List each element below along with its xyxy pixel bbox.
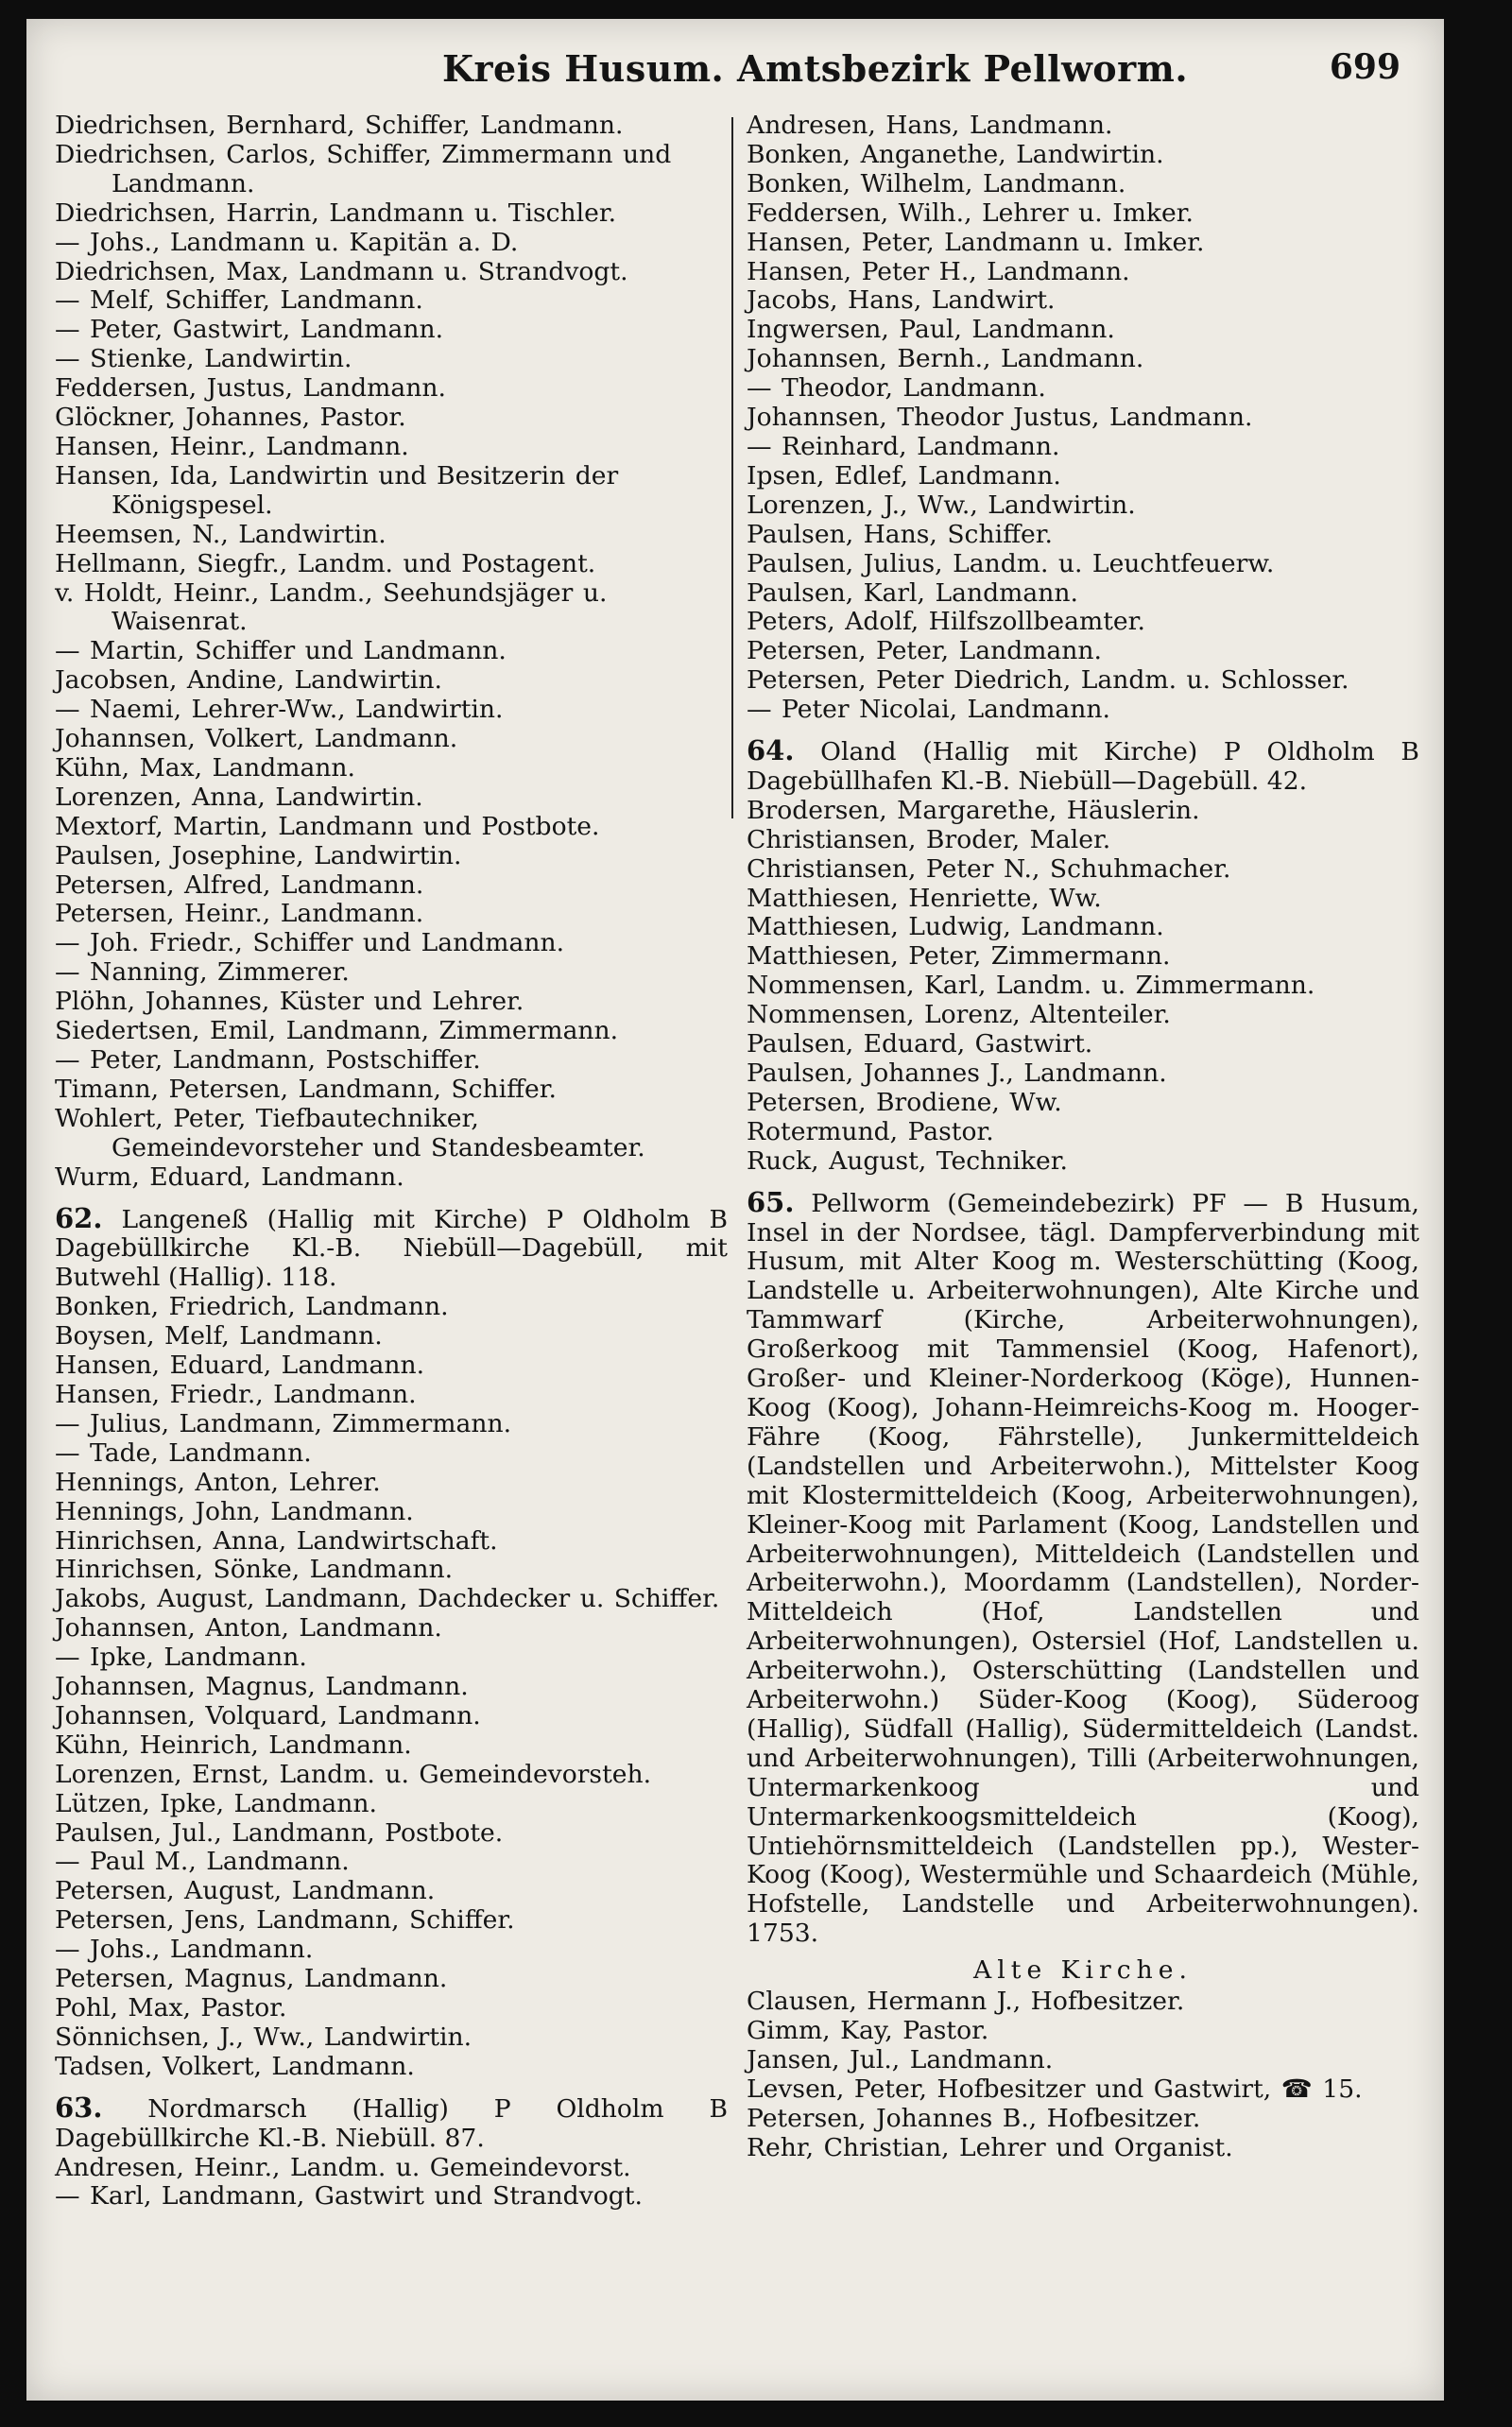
directory-entry: Petersen, Peter, Landmann. xyxy=(747,636,1102,666)
directory-entry: Bonken, Friedrich, Landmann. xyxy=(55,1292,449,1322)
directory-entry: Diedrichsen, Harrin, Landmann u. Tischler. xyxy=(55,198,617,228)
directory-entry: Clausen, Hermann J., Hofbesitzer. xyxy=(747,1987,1185,2017)
directory-entry: Paulsen, Jul., Landmann, Postbote. xyxy=(55,1817,504,1848)
directory-entry: Levsen, Peter, Hofbesitzer und Gastwirt, ☎ 15. xyxy=(747,2074,1363,2104)
section-number: 64. xyxy=(747,734,795,767)
subheading-alte-kirche: Alte Kirche. xyxy=(973,1955,1193,1986)
directory-entry: Christiansen, Broder, Maler. xyxy=(747,824,1111,854)
left-top-list xyxy=(55,112,728,1193)
directory-entry: — Naemi, Lehrer-Ww., Landwirtin. xyxy=(55,695,504,725)
directory-entry: — Karl, Landmann, Gastwirt und Strandvogt. xyxy=(55,2181,643,2212)
section-text: Nordmarsch (Hallig) P Oldholm B Dagebüllkirche Kl.-B. Niebüll. 87. xyxy=(55,2093,728,2153)
directory-entry: Ipsen, Edlef, Landmann. xyxy=(747,460,1061,491)
directory-entry: Hansen, Ida, Landwirtin und Besitzerin der Königspesel. xyxy=(55,460,619,520)
directory-entry: Wurm, Eduard, Landmann. xyxy=(55,1162,404,1192)
directory-entry: Petersen, Jens, Landmann, Schiffer. xyxy=(55,1905,515,1936)
directory-entry: Jansen, Jul., Landmann. xyxy=(747,2044,1054,2074)
directory-entry: — Ipke, Landmann. xyxy=(55,1643,307,1673)
section-text: Pellworm (Gemeindebezirk) PF — B Husum, Insel in der Nordsee, tägl. Dampferverbindung mit Husum, mit Alter Koog m. Westerschütting (Koog, Landstelle u. Arbeiterwohnungen), Alte Kirche und Tammwarf (Kirche, Arbeiterwohnungen), Großerkoog mit Tammensiel (Koog, Hafenort), Großer- und Kleiner-Norderkoog (Köge), Hunnen-Koog (Koog), Johann-Heimreichs-Koog m. Hooger-Fähre (Koog, Fährstelle), Junkermitteldeich (Landstellen und Arbeiterwohn.), Mittelster Koog mit Klostermitteldeich (Koog, Arbeiterwohnungen), Kleiner-Koog mit Parlament (Koog, Landstellen und Arbeiterwohnungen), Mitteldeich (Landstellen und Arbeiterwohn.), Moordamm (Landstellen), Norder-Mitteldeich (Hof, Landstellen und Arbeiterwohnungen), Ostersiel (Hof, Landstellen u. Arbeiterwohn.), Osterschütting (Landstellen und Arbeiterwohn.) Süder-Koog (Koog), Süderoog (Hallig), Südfall (Hallig), Südermitteldeich (Landst. und Arbeiterwohnungen), Tilli (Arbeiterwohnungen, Untermarkenkoog und Untermarkenkoogsmitteldeich (Koog), Untiehörnsmitteldeich (Landstellen pp.), Wester-Koog (Koog), Westermühle und Schaardeich (Mühle, Hofstelle, Landstelle und Arbeiterwohnungen). 1753. xyxy=(747,1188,1419,1949)
directory-entry: Nommensen, Karl, Landm. u. Zimmermann. xyxy=(747,971,1315,1001)
directory-entry: Petersen, August, Landmann. xyxy=(55,1876,436,1906)
directory-entry: Siedertsen, Emil, Landmann, Zimmermann. xyxy=(55,1016,619,1046)
directory-entry: Diedrichsen, Carlos, Schiffer, Zimmermann und Landmann. xyxy=(55,139,672,198)
directory-entry: Petersen, Alfred, Landmann. xyxy=(55,869,424,900)
directory-entry: Brodersen, Margarethe, Häuslerin. xyxy=(747,795,1200,825)
section-64-list xyxy=(747,797,1419,1177)
directory-entry: Tadsen, Volkert, Landmann. xyxy=(55,2051,415,2081)
page-number: 699 xyxy=(1329,47,1400,87)
directory-entry: Diedrichsen, Max, Landmann u. Strandvogt. xyxy=(55,256,628,286)
directory-entry: Paulsen, Julius, Landm. u. Leuchtfeuerw. xyxy=(747,548,1275,578)
directory-entry: Timann, Petersen, Landmann, Schiffer. xyxy=(55,1074,557,1104)
directory-entry: Hinrichsen, Sönke, Landmann. xyxy=(55,1555,454,1585)
directory-entry: Paulsen, Eduard, Gastwirt. xyxy=(747,1029,1093,1059)
directory-entry: Boysen, Melf, Landmann. xyxy=(55,1321,383,1351)
directory-entry: — Johs., Landmann u. Kapitän a. D. xyxy=(55,227,519,257)
directory-entry: — Johs., Landmann. xyxy=(55,1935,314,1965)
directory-entry: Paulsen, Hans, Schiffer. xyxy=(747,519,1053,549)
directory-entry: — Martin, Schiffer und Landmann. xyxy=(55,636,507,666)
directory-entry: Petersen, Johannes B., Hofbesitzer. xyxy=(747,2103,1201,2133)
section-65-list xyxy=(747,1988,1419,2162)
section-number: 63. xyxy=(55,2091,103,2124)
directory-entry: Jakobs, August, Landmann, Dachdecker u. Schiffer. xyxy=(55,1584,720,1614)
directory-entry: Jacobs, Hans, Landwirt. xyxy=(747,285,1056,316)
directory-entry: — Stienke, Landwirtin. xyxy=(55,344,352,374)
directory-entry: Johannsen, Bernh., Landmann. xyxy=(747,344,1144,374)
directory-entry: Hennings, Anton, Lehrer. xyxy=(55,1467,381,1497)
directory-entry: Kühn, Heinrich, Landmann. xyxy=(55,1730,412,1760)
directory-entry: Hansen, Heinr., Landmann. xyxy=(55,431,409,461)
directory-entry: — Nanning, Zimmerer. xyxy=(55,957,350,988)
section-62-heading xyxy=(55,1201,728,1294)
page-header xyxy=(26,40,1444,96)
directory-entry: Hansen, Friedr., Landmann. xyxy=(55,1379,417,1409)
directory-entry: Hinrichsen, Anna, Landwirtschaft. xyxy=(55,1525,498,1556)
directory-entry: Andresen, Heinr., Landm. u. Gemeindevorst. xyxy=(55,2152,631,2182)
directory-entry: Johannsen, Magnus, Landmann. xyxy=(55,1672,469,1702)
directory-entry: Matthiesen, Henriette, Ww. xyxy=(747,883,1102,913)
directory-entry: Petersen, Magnus, Landmann. xyxy=(55,1964,448,1994)
directory-entry: — Paul M., Landmann. xyxy=(55,1847,350,1877)
directory-entry: Ingwersen, Paul, Landmann. xyxy=(747,315,1115,345)
section-number: 65. xyxy=(747,1185,795,1218)
section-text: Langeneß (Hallig mit Kirche) P Oldholm B Dagebüllkirche Kl.-B. Niebüll—Dagebüll, mit Butwehl (Hallig). 118. xyxy=(55,1204,728,1293)
directory-entry: Christiansen, Peter N., Schuhmacher. xyxy=(747,853,1231,884)
directory-entry: Pohl, Max, Pastor. xyxy=(55,1993,287,2022)
directory-entry: Jacobsen, Andine, Landwirtin. xyxy=(55,665,442,696)
directory-entry: Feddersen, Wilh., Lehrer u. Imker. xyxy=(747,198,1194,228)
directory-entry: Petersen, Heinr., Landmann. xyxy=(55,899,424,929)
directory-entry: Gimm, Kay, Pastor. xyxy=(747,2016,989,2045)
directory-entry: Johannsen, Volkert, Landmann. xyxy=(55,724,458,754)
directory-entry: — Tade, Landmann. xyxy=(55,1437,312,1468)
directory-entry: Paulsen, Josephine, Landwirtin. xyxy=(55,840,462,870)
section-63-list xyxy=(55,2154,728,2212)
right-top-list xyxy=(747,112,1419,725)
directory-entry: Matthiesen, Ludwig, Landmann. xyxy=(747,912,1164,942)
directory-entry: Paulsen, Karl, Landmann. xyxy=(747,577,1078,608)
directory-entry: Hansen, Peter, Landmann u. Imker. xyxy=(747,227,1205,257)
directory-entry: Lorenzen, Ernst, Landm. u. Gemeindevorsteh. xyxy=(55,1759,652,1789)
directory-entry: Bonken, Wilhelm, Landmann. xyxy=(747,168,1126,198)
directory-entry: Hansen, Eduard, Landmann. xyxy=(55,1351,425,1381)
directory-entry: Bonken, Anganethe, Landwirtin. xyxy=(747,139,1164,169)
directory-entry: Johannsen, Theodor Justus, Landmann. xyxy=(747,403,1253,433)
section-text: Oland (Hallig mit Kirche) P Oldholm B Dagebüllhafen Kl.-B. Niebüll—Dagebüll. 42. xyxy=(747,737,1419,796)
directory-entry: Petersen, Brodiene, Ww. xyxy=(747,1087,1062,1117)
directory-entry: — Reinhard, Landmann. xyxy=(747,431,1060,461)
directory-entry: Petersen, Peter Diedrich, Landm. u. Schlosser. xyxy=(747,665,1349,696)
directory-entry: — Melf, Schiffer, Landmann. xyxy=(55,285,423,316)
directory-entry: Hennings, John, Landmann. xyxy=(55,1496,414,1526)
directory-entry: v. Holdt, Heinr., Landm., Seehundsjäger u. Waisenrat. xyxy=(55,577,608,637)
directory-entry: Mextorf, Martin, Landmann und Postbote. xyxy=(55,811,600,841)
directory-entry: — Joh. Friedr., Schiffer und Landmann. xyxy=(55,928,565,958)
directory-page xyxy=(26,19,1444,2401)
directory-entry: Plöhn, Johannes, Küster und Lehrer. xyxy=(55,987,524,1017)
directory-entry: — Julius, Landmann, Zimmermann. xyxy=(55,1408,512,1438)
section-62-list xyxy=(55,1293,728,2081)
directory-entry: Nommensen, Lorenz, Altenteiler. xyxy=(747,1000,1171,1030)
directory-entry: Andresen, Hans, Landmann. xyxy=(747,111,1113,140)
running-title: Kreis Husum. Amtsbezirk Pellworm. xyxy=(442,47,1189,90)
directory-entry: Paulsen, Johannes J., Landmann. xyxy=(747,1059,1167,1088)
directory-entry: Lorenzen, Anna, Landwirtin. xyxy=(55,782,423,812)
directory-entry: Wohlert, Peter, Tiefbautechniker, Gemeindevorsteher und Standesbeamter. xyxy=(55,1103,645,1162)
directory-entry: — Theodor, Landmann. xyxy=(747,373,1046,404)
directory-entry: Lorenzen, J., Ww., Landwirtin. xyxy=(747,490,1136,520)
directory-entry: Johannsen, Anton, Landmann. xyxy=(55,1613,442,1644)
directory-entry: Diedrichsen, Bernhard, Schiffer, Landmann. xyxy=(55,111,624,140)
section-63-heading xyxy=(55,2093,728,2154)
directory-entry: Hellmann, Siegfr., Landm. und Postagent. xyxy=(55,548,596,578)
section-65-heading xyxy=(747,1185,1419,1950)
directory-entry: — Peter, Landmann, Postschiffer. xyxy=(55,1045,481,1075)
section-number: 62. xyxy=(55,1201,103,1234)
directory-entry: Ruck, August, Techniker. xyxy=(747,1145,1068,1176)
section-64-heading xyxy=(747,736,1419,797)
directory-entry: Matthiesen, Peter, Zimmermann. xyxy=(747,941,1171,972)
directory-entry: Lützen, Ipke, Landmann. xyxy=(55,1788,377,1818)
directory-entry: Rehr, Christian, Lehrer und Organist. xyxy=(747,2132,1233,2162)
directory-entry: Sönnichsen, J., Ww., Landwirtin. xyxy=(55,2022,472,2052)
directory-entry: Glöckner, Johannes, Pastor. xyxy=(55,403,406,433)
directory-entry: Johannsen, Volquard, Landmann. xyxy=(55,1700,481,1730)
directory-entry: Kühn, Max, Landmann. xyxy=(55,752,356,783)
directory-entry: Heemsen, N., Landwirtin. xyxy=(55,519,387,549)
column-rule xyxy=(731,117,733,818)
directory-entry: Hansen, Peter H., Landmann. xyxy=(747,256,1130,286)
directory-entry: Peters, Adolf, Hilfszollbeamter. xyxy=(747,607,1145,637)
directory-entry: Rotermund, Pastor. xyxy=(747,1116,994,1146)
directory-entry: — Peter, Gastwirt, Landmann. xyxy=(55,315,444,345)
right-column xyxy=(747,112,1419,2163)
directory-entry: — Peter Nicolai, Landmann. xyxy=(747,695,1110,725)
directory-entry: Feddersen, Justus, Landmann. xyxy=(55,373,446,404)
left-column xyxy=(55,112,728,2212)
